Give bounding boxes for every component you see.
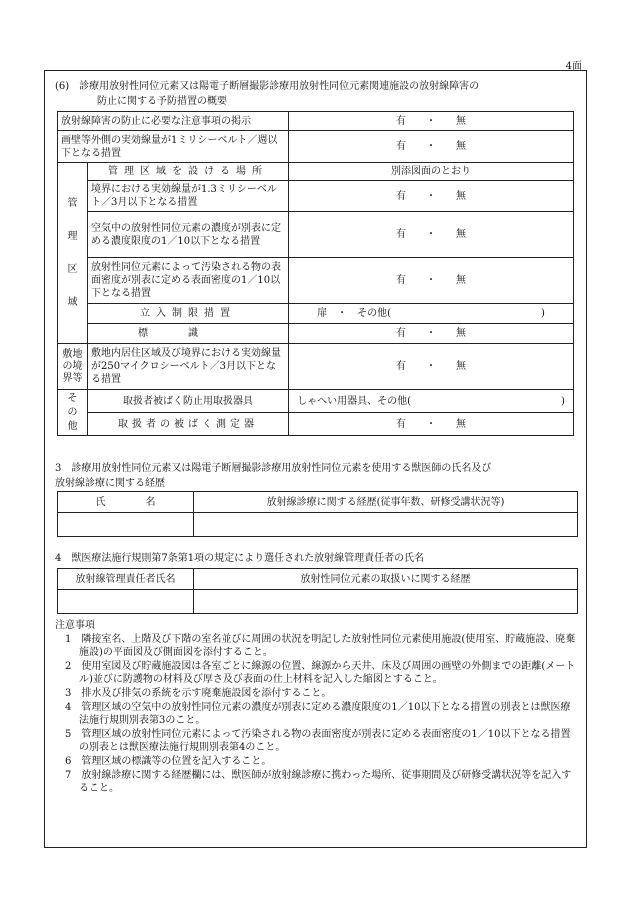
table-row (58, 413, 574, 436)
measure-label: 取扱者の被ばく測定器 (88, 413, 289, 436)
sign-label: 標識 (88, 324, 289, 344)
premises-label: 敷地内居住区域及び境界における実効線量が250マイクロシーベルト／3月以下となる措置 (88, 344, 289, 390)
table-row (58, 590, 578, 614)
notice-value: 有 ・ 無 (289, 112, 574, 131)
section4-col-career: 放射性同位元素の取扱いに関する経歴 (194, 569, 578, 590)
table-row (58, 163, 574, 181)
protect-label: 取扱者被ばく防止用取扱器具 (88, 390, 289, 413)
other-group-label (58, 390, 88, 436)
protect-value: しゃへい用器具、その他( ) (289, 390, 574, 413)
premises-group-label (58, 344, 88, 390)
section3-col-career: 放射線診療に関する経歴(従事年数、研修受講状況等) (194, 492, 578, 513)
note-item: 4 管理区域の空気中の放射性同位元素の濃度が別表に定める濃度限度の1／10以下となる措置の別表とは獣医療法施行規則別表第3のこと。 (65, 701, 571, 727)
place-label: 管理区域を設ける場所 (88, 163, 289, 181)
notes (55, 619, 580, 796)
section3-title-line1: 3 診療用放射性同位元素又は陽電子断層撮影診療用放射性同位元素を使用する獣医師の氏名及び (55, 463, 492, 474)
other-group-text: その他 (67, 392, 78, 432)
section3-table (57, 491, 578, 537)
table-row (58, 492, 578, 513)
manager-name-cell[interactable] (58, 590, 194, 614)
note-item: 2 使用室図及び貯蔵施設図は各室ごとに線源の位置、線源から天井、床及び周囲の画壁の外側までの距離(メートル)並びに防護物の材料及び厚さ及び表面の仕上材料を記入した縮図とすること。 (65, 660, 576, 686)
table-row (58, 131, 574, 163)
area-group-label (58, 163, 88, 344)
note-item: 6 管理区域の標識等の位置を記入すること。 (65, 755, 272, 767)
boundary-label: 境界における実効線量が1.3ミリシーベルト／3月以下となる措置 (88, 181, 289, 212)
sign-value: 有 ・ 無 (289, 324, 574, 344)
premises-group-text: 敷地の境界等 (62, 348, 83, 384)
measure-value: 有 ・ 無 (289, 413, 574, 436)
section4-title: 4 獣医療法施行規則第7条第1項の規定により選任された放射線管理責任者の氏名 (55, 553, 425, 564)
vet-career-cell[interactable] (194, 513, 578, 537)
section4-col-name: 放射線管理責任者氏名 (58, 569, 194, 590)
manager-career-cell[interactable] (194, 590, 578, 614)
section4-table (57, 568, 578, 614)
table-row (58, 258, 574, 304)
surface-label: 放射性同位元素によって汚染される物の表面密度が別表に定める表面密度の1／10以下となる措置 (88, 258, 289, 304)
note-item: 5 管理区域の放射性同位元素によって汚染される物の表面密度が別表に定める表面密度の1／10以下となる措置の別表とは獣医療法施行規則別表第4のこと。 (65, 728, 571, 754)
note-item: 3 排水及び排気の系統を示す廃棄施設図を添付すること。 (65, 687, 332, 699)
table-row (58, 212, 574, 258)
air-value: 有 ・ 無 (289, 212, 574, 258)
boundary-value: 有 ・ 無 (289, 181, 574, 212)
section3-col-name: 氏 名 (58, 492, 194, 513)
table-row (58, 569, 578, 590)
notes-heading: 注意事項 (55, 620, 95, 631)
surface-value: 有 ・ 無 (289, 258, 574, 304)
notice-label: 放射線障害の防止に必要な注意事項の掲示 (58, 112, 289, 131)
table-row (58, 513, 578, 537)
wall-label: 画壁等外側の実効線量が1ミリシーベルト／週以下となる措置 (58, 131, 289, 163)
section6-title-line1: (6) 診療用放射性同位元素又は陽電子断層撮影診療用放射性同位元素関連施設の放射線障害の (55, 81, 480, 92)
section6-table (57, 111, 574, 436)
air-label: 空気中の放射性同位元素の濃度が別表に定める濃度限度の1／10以下となる措置 (88, 212, 289, 258)
section3-title (55, 461, 580, 491)
entry-label: 立入制限措置 (88, 304, 289, 324)
table-row (58, 112, 574, 131)
area-group-text: 管理区域 (67, 198, 78, 308)
page-number: 4面 (565, 61, 582, 72)
section6-title (55, 79, 575, 109)
section3-title-line2: 放射線診療に関する経歴 (55, 478, 165, 489)
entry-value: 扉 ・ その他( ) (289, 304, 574, 324)
table-row (58, 344, 574, 390)
form-frame (44, 70, 587, 848)
place-value: 別添図面のとおり (289, 163, 574, 181)
vet-name-cell[interactable] (58, 513, 194, 537)
table-row (58, 324, 574, 344)
table-row (58, 304, 574, 324)
wall-value: 有 ・ 無 (289, 131, 574, 163)
table-row (58, 181, 574, 212)
table-row (58, 390, 574, 413)
premises-value: 有 ・ 無 (289, 344, 574, 390)
note-item: 7 放射線診療に関する経歴欄には、獣医師が放射線診療に携わった場所、従事期間及び研修受講状況等を記入すること。 (65, 769, 572, 795)
section6-title-line2: 防止に関する予防措置の概要 (97, 96, 227, 107)
note-item: 1 隣接室名、上階及び下階の室名並びに周囲の状況を明記した放射性同位元素使用施設(使用室、貯蔵施設、廃棄施設)の平面図及び側面図を添付すること。 (65, 633, 576, 659)
